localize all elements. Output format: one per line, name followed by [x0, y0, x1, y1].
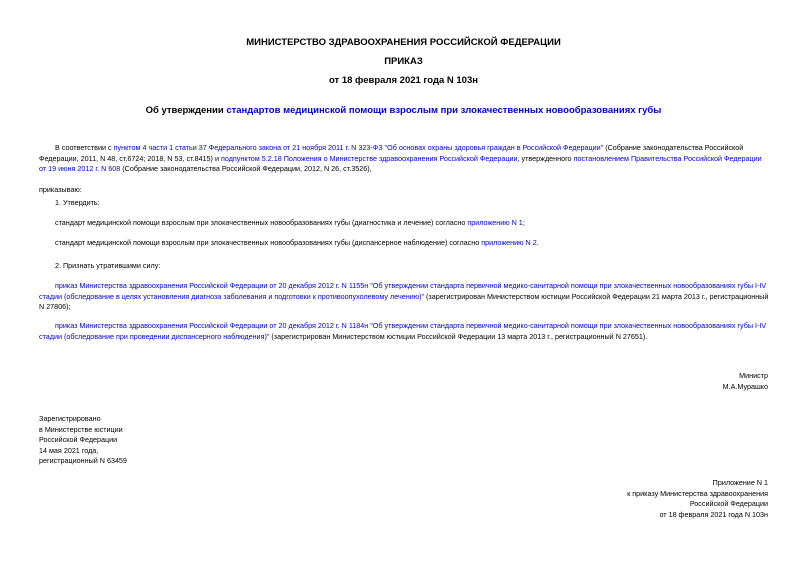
standard-1-text: стандарт медицинской помощи взрослым при злокачественных новообразованиях губы (диагностика и лечение) согласно	[55, 218, 468, 227]
preamble-paragraph	[39, 143, 769, 175]
date-number-heading: от 18 февраля 2021 года N 103н	[328, 75, 478, 86]
title-link[interactable]: стандартов медицинской помощи взрослым при злокачественных новообразованиях губы	[226, 105, 662, 116]
item-2-heading: 2. Признать утратившими силу:	[55, 261, 161, 270]
law-link[interactable]: пунктом 4 части 1 статьи 37 Федерального закона от 21 ноября 2011 г. N 323-ФЗ "Об основах охраны здоровья граждан в Российской Федерации"	[113, 143, 604, 152]
order-title	[0, 105, 807, 116]
preamble-text-4: (Собрание законодательства Российской Федерации, 2012, N 26, ст.3526),	[120, 164, 372, 173]
revoked-order-1	[39, 281, 769, 313]
appendix-block	[627, 478, 768, 520]
revoked-order-2-text: (зарегистрирован Министерством юстиции Российской Федерации 13 марта 2013 г., регистрационный N 27651).	[269, 331, 648, 341]
standard-1-end: ;	[522, 218, 525, 227]
revoked-order-2-link[interactable]: приказ Министерства здравоохранения Российской Федерации от 20 декабря 2012 г. N 1184н "Об утверждении стандарта первичной медико-санитарной помощи при злокачественных новообразованиях губы I-IV стадии (обследование при проведении диспансерного наблюдения)"	[39, 321, 767, 341]
preamble-text-3: , утвержденного	[517, 153, 574, 163]
orders-word: приказываю:	[39, 185, 82, 194]
appendix-1-link[interactable]: приложению N 1	[467, 218, 523, 227]
regulation-link[interactable]: подпунктом 5.2.18 Положения о Министерстве здравоохранения Российской Федерации	[220, 153, 518, 163]
standard-1-line	[55, 218, 525, 229]
ministry-heading: МИНИСТЕРСТВО ЗДРАВООХРАНЕНИЯ РОССИЙСКОЙ ФЕДЕРАЦИИ	[246, 37, 561, 48]
registration-line-1: Зарегистрировано	[39, 414, 101, 423]
revoked-order-1-link[interactable]: приказ Министерства здравоохранения Российской Федерации от 20 декабря 2012 г. N 1155н "Об утверждении стандарта первичной медико-санитарной помощи при злокачественных новообразованиях губы I-IV стадии (обследование в целях установления диагноза заболевания и подготовки к противоопухолевому лечению)"	[39, 281, 767, 301]
registration-block	[39, 414, 127, 467]
doc-type-heading: ПРИКАЗ	[384, 56, 423, 67]
signature-name: М.А.Мурашко	[722, 381, 768, 391]
revoked-order-1-text: (зарегистрирован Министерством юстиции Российской Федерации 21 марта 2013 г., регистрационный N 27806);	[39, 291, 769, 311]
appendix-line-2: к приказу Министерства здравоохранения	[627, 488, 768, 498]
resolution-link[interactable]: постановлением Правительства Российской Федерации от 19 июня 2012 г. N 608	[39, 153, 762, 173]
registration-line-4: 14 мая 2021 года,	[39, 445, 99, 455]
appendix-line-1: Приложение N 1	[712, 478, 768, 487]
item-1-heading: 1. Утвердить:	[55, 198, 100, 207]
signature-role: Министр	[739, 371, 768, 380]
preamble-text-1: В соответствии с	[55, 143, 114, 152]
standard-2-end: .	[536, 238, 539, 247]
title-prefix: Об утверждении	[145, 105, 227, 116]
standard-2-text: стандарт медицинской помощи взрослым при злокачественных новообразованиях губы (диспансерное наблюдение) согласно	[55, 238, 482, 247]
appendix-line-4: от 18 февраля 2021 года N 103н	[659, 509, 768, 519]
appendix-2-link[interactable]: приложению N 2	[481, 238, 537, 247]
revoked-order-2	[39, 321, 769, 342]
appendix-line-3: Российской Федерации	[689, 499, 768, 508]
registration-line-5: регистрационный N 63459	[39, 456, 127, 465]
signature-block	[723, 371, 768, 392]
standard-2-line	[55, 238, 539, 249]
registration-line-3: Российской Федерации	[39, 435, 118, 444]
registration-line-2: в Министерстве юстиции	[39, 424, 123, 434]
preamble-text-2: (Собрание законодательства Российской Федерации, 2011, N 48, ст.6724; 2018, N 53, ст.8415) и	[39, 143, 744, 163]
